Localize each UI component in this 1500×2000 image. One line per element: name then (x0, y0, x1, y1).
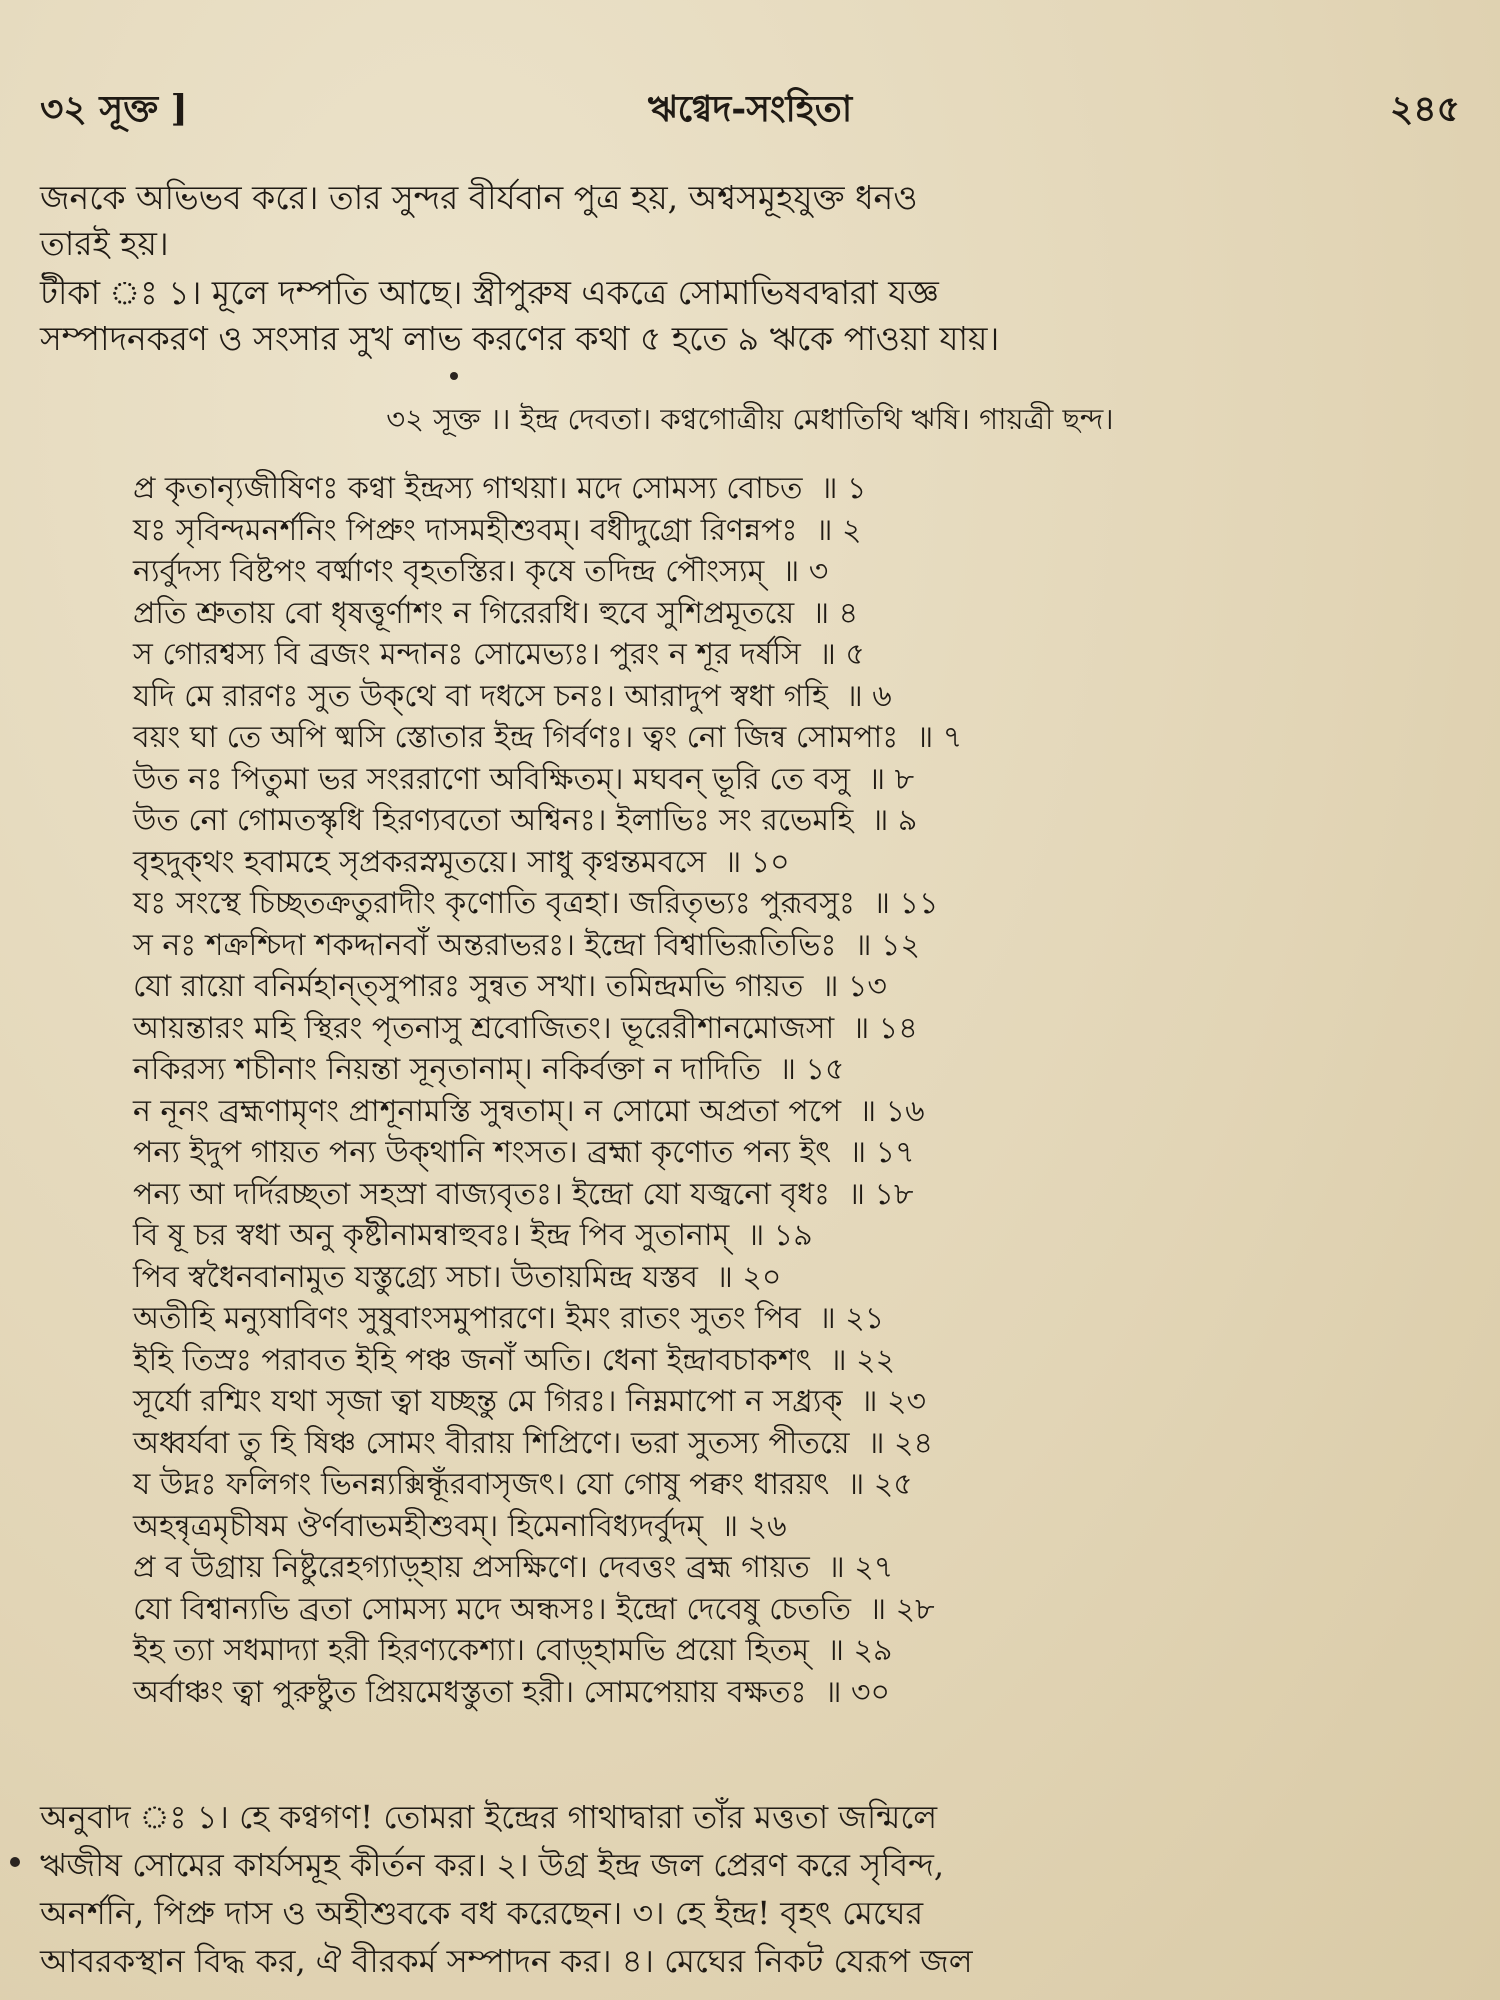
verse-text: বয়ং ঘা তে অপি ষ্মসি স্তোতার ইন্দ্র গির্বণঃ। ত্বং নো জিন্ব সোমপাঃ (133, 720, 899, 755)
verse-text: অর্বাঞ্চং ত্বা পুরুষ্টুত প্রিয়মেধস্তুতা হরী। সোমপেয়ায় বক্ষতঃ (133, 1674, 807, 1710)
verse-number: ॥ ৫ (818, 637, 865, 672)
sukta-marker: ৩২ সূক্ত ] (40, 88, 188, 130)
text-line: তারই হয়। (40, 224, 169, 263)
verse-line (133, 759, 1403, 801)
verse-number: ॥ ১০ (724, 844, 790, 880)
verse-line (133, 676, 1403, 718)
verse-text: পিব স্বধৈনবানামুত যস্তুগ্র্যে সচা। উতায়মিন্দ্র যস্তব (133, 1259, 698, 1295)
verse-text: উত নো গোমতস্কৃধি হিরণ্যবতো অশ্বিনঃ। ইলাভিঃ সং রভেমহি (133, 803, 854, 838)
verse-line (133, 966, 1403, 1008)
verse-number: ॥ ৮ (868, 761, 915, 797)
verse-number: ॥ ১৭ (849, 1135, 915, 1170)
verse-number: ॥ ৪ (812, 595, 859, 631)
intro-paragraph (40, 175, 1460, 267)
verse-line (133, 1049, 1403, 1091)
verse-number: ॥ ২২ (829, 1342, 896, 1378)
verse-number: ॥ ৯ (871, 803, 918, 838)
book-title: ঋগ্বেদ-সংহিতা (647, 88, 853, 130)
verse-line (133, 1630, 1403, 1672)
verse-line (133, 593, 1403, 635)
verse-line (133, 1008, 1403, 1050)
verse-text: য উদ্নঃ ফলিগং ভিনন্ন্যক্সিন্ধূঁরবাসৃজৎ। যো গোষু পক্বং ধারয়ৎ (133, 1467, 830, 1502)
verse-text: আয়ন্তারং মহি স্থিরং পৃতনাসু শ্রবোজিতং। ভূরেরীশানমোজসা (133, 1010, 835, 1046)
verse-number: ॥ ১ (820, 471, 867, 506)
verse-text: যো বিশ্বান্যভি ব্রতা সোমস্য মদে অন্ধসঃ। ইন্দ্রো দেবেষু চেততি (133, 1591, 852, 1627)
verse-number: ॥ ১৮ (847, 1176, 914, 1212)
verse-line (133, 468, 1403, 510)
page-header (40, 82, 1460, 132)
verse-text: নকিরস্য শচীনাং নিয়ন্তা সূনৃতানাম্। নকির্বক্তা ন দাদিতি (133, 1052, 762, 1087)
verse-number: ॥ ১৪ (852, 1010, 918, 1046)
verse-text: বৃহদুক্‌থং হবামহে সৃপ্রকরস্নমূতয়ে। সাধু কৃণ্বন্তমবসে (133, 844, 707, 880)
verse-number: ॥ ৭ (916, 720, 963, 755)
verse-text: ন্যর্বুদস্য বিষ্টপং বর্ষ্মাণং বৃহতস্তির। কৃষে তদিন্দ্র পৌংস্যম্ (133, 554, 765, 589)
text-line: সম্পাদনকরণ ও সংসার সুখ লাভ করণের কথা ৫ হতে ৯ ঋকে পাওয়া যায়। (40, 319, 1000, 358)
verse-number: ॥ ১১ (872, 886, 939, 921)
margin-bullet (10, 1857, 20, 1867)
sukta-heading: ৩২ সূক্ত ।। ইন্দ্র দেবতা। কণ্বগোত্রীয় মেধাতিথি ঋষি। গায়ত্রী ছন্দ। (386, 402, 1114, 436)
text-line: জনকে অভিভব করে। তার সুন্দর বীর্যবান পুত্র হয়, অশ্বসমূহযুক্ত ধনও (40, 178, 918, 217)
verse-line (133, 551, 1403, 593)
ink-dot (450, 372, 458, 380)
text-line: অনুবাদ ঃ ১। হে কণ্বগণ! তোমরা ইন্দ্রের গাথাদ্বারা তাঁর মত্ততা জন্মিলে (40, 1798, 938, 1836)
verse-number: ॥ ২ (815, 512, 862, 548)
verse-text: বি ষূ চর স্বধা অনু কৃষ্টীনামন্বাহুবঃ। ইন্দ্র পিব সুতানাম্ (133, 1218, 730, 1253)
verse-number: ॥ ২৪ (867, 1425, 934, 1461)
verse-text: প্র কৃতান্যৃজীষিণঃ কণ্বা ইন্দ্রস্য গাথয়া। মদে সোমস্য বোচত (133, 471, 803, 506)
verse-number: ॥ ২০ (715, 1259, 782, 1295)
verse-number: ॥ ১৬ (859, 1093, 925, 1129)
verse-line (133, 1381, 1403, 1423)
verse-line (133, 1423, 1403, 1465)
verse-line (133, 1257, 1403, 1299)
verse-line (133, 1298, 1403, 1340)
verse-number: ॥ ২৩ (860, 1384, 926, 1419)
verse-text: প্রতি শ্রুতায় বো ধৃষত্তূর্ণাশং ন গিরেরধি। হুবে সুশিপ্রমূতয়ে (133, 595, 795, 631)
verse-text: ইহ ত্যা সধমাদ্যা হরী হিরণ্যকেশ্যা। বোড়্হামভি প্রয়ো হিতম্ (133, 1633, 809, 1668)
verse-list (133, 468, 1403, 1713)
verse-number: ॥ ৩০ (824, 1674, 891, 1710)
text-line: ঋজীষ সোমের কার্যসমূহ কীর্তন কর। ২। উগ্র ইন্দ্র জল প্রেরণ করে সৃবিন্দ, (40, 1846, 945, 1884)
verse-text: ইহি তিস্রঃ পরাবত ইহি পঞ্চ জনাঁ অতি। ধেনা ইন্দ্রাবচাকশৎ (133, 1342, 812, 1378)
text-line: টীকা ঃ ১। মূলে দম্পতি আছে। স্ত্রীপুরুষ একত্রে সোমাভিষবদ্বারা যজ্ঞ (40, 273, 939, 312)
verse-line (133, 1340, 1403, 1382)
verse-line (133, 1132, 1403, 1174)
verse-line (133, 842, 1403, 884)
verse-line (133, 1547, 1403, 1589)
verse-text: প্র ব উগ্রায় নিষ্টুরেহগ্যাড়্হায় প্রসক্ষিণে। দেবত্তং ব্রহ্ম গায়ত (133, 1550, 810, 1585)
text-line: অনর্শনি, পিপ্রু দাস ও অহীশুবকে বধ করেছেন। ৩। হে ইন্দ্র! বৃহৎ মেঘের (40, 1894, 924, 1932)
verse-line (133, 510, 1403, 552)
verse-number: ॥ ১৯ (747, 1218, 813, 1253)
verse-line (133, 1589, 1403, 1631)
tika-paragraph (40, 270, 1460, 362)
verse-text: স গোরশ্বস্য বি ব্রজং মন্দানঃ সোমেভ্যঃ। পুরং ন শূর দর্ষসি (133, 637, 801, 672)
verse-number: ॥ ২৫ (847, 1467, 913, 1502)
verse-line (133, 1672, 1403, 1714)
verse-line (133, 1174, 1403, 1216)
verse-text: স নঃ শক্রশ্চিদা শকদ্দানবাঁ অন্তরাভরঃ। ইন্দ্রো বিশ্বাভিরূতিভিঃ (133, 927, 837, 963)
verse-line (133, 1464, 1403, 1506)
verse-number: ॥ ২৬ (721, 1508, 787, 1544)
verse-line (133, 925, 1403, 967)
verse-line (133, 883, 1403, 925)
verse-line (133, 634, 1403, 676)
verse-text: ন নূনং ব্রহ্মণামৃণং প্রাশূনামস্তি সুন্বতাম্। ন সোমো অপ্রতা পপে (133, 1093, 842, 1129)
verse-text: সূর্যো রশ্মিং যথা সৃজা ত্বা যচ্ছন্তু মে গিরঃ। নিম্নমাপো ন সধ্র্যক্ (133, 1384, 843, 1419)
verse-line (133, 1215, 1403, 1257)
verse-text: অতীহি মন্যুষাবিণং সুষুবাংসমুপারণে। ইমং রাতং সুতং পিব (133, 1301, 801, 1336)
text-line: আবরকস্থান বিদ্ধ কর, ঐ বীরকর্ম সম্পাদন কর। ৪। মেঘের নিকট যেরূপ জল (40, 1942, 973, 1980)
verse-number: ॥ ২৯ (827, 1633, 893, 1668)
verse-number: ॥ ২৭ (827, 1550, 894, 1585)
verse-text: পন্য আ দর্দিরচ্ছতা সহস্রা বাজ্যবৃতঃ। ইন্দ্রো যো যজ্বনো বৃধঃ (133, 1176, 830, 1212)
verse-number: ॥ ৬ (845, 678, 892, 714)
verse-text: উত নঃ পিতুমা ভর সংররাণো অবিক্ষিতম্। মঘবন্ ভূরি তে বসু (133, 761, 851, 797)
verse-text: পন্য ইদুপ গায়ত পন্য উক্‌থানি শংসত। ব্রহ্মা কৃণোত পন্য ইৎ (133, 1135, 832, 1170)
verse-text: যঃ সংস্থে চিচ্ছতক্রতুরাদীং কৃণোতি বৃত্রহা। জরিতৃভ্যঃ পুরূবসুঃ (133, 886, 855, 921)
verse-number: ॥ ১৫ (779, 1052, 845, 1087)
verse-number: ॥ ৩ (782, 554, 829, 589)
verse-text: যো রায়ো বনির্মহান্ত্সুপারঃ সুন্বত সখা। তমিন্দ্রমভি গায়ত (133, 969, 804, 1004)
verse-text: অধ্বর্যবা তু হি ষিঞ্চ সোমং বীরায় শিপ্রিণে। ভরা সুতস্য পীতয়ে (133, 1425, 850, 1461)
verse-line (133, 717, 1403, 759)
verse-line (133, 800, 1403, 842)
verse-text: যঃ সৃবিন্দমনর্শনিং পিপ্রুং দাসমহীশুবম্। বধীদুগ্রো রিণন্নপঃ (133, 512, 798, 548)
anubad-paragraph (40, 1793, 1460, 1985)
verse-number: ॥ ১৩ (821, 969, 887, 1004)
verse-line (133, 1091, 1403, 1133)
verse-text: অহন্বৃত্রমৃচীষম ঔর্ণবাভমহীশুবম্। হিমেনাবিধ্যদর্বুদম্ (133, 1508, 704, 1544)
verse-number: ॥ ২৮ (869, 1591, 935, 1627)
verse-number: ॥ ২১ (818, 1301, 885, 1336)
page-number: ২৪৫ (1389, 88, 1460, 130)
verse-text: যদি মে রারণঃ সুত উক্‌থে বা দধসে চনঃ। আরাদুপ স্বধা গহি (133, 678, 828, 714)
verse-number: ॥ ১২ (854, 927, 921, 963)
verse-line (133, 1506, 1403, 1548)
